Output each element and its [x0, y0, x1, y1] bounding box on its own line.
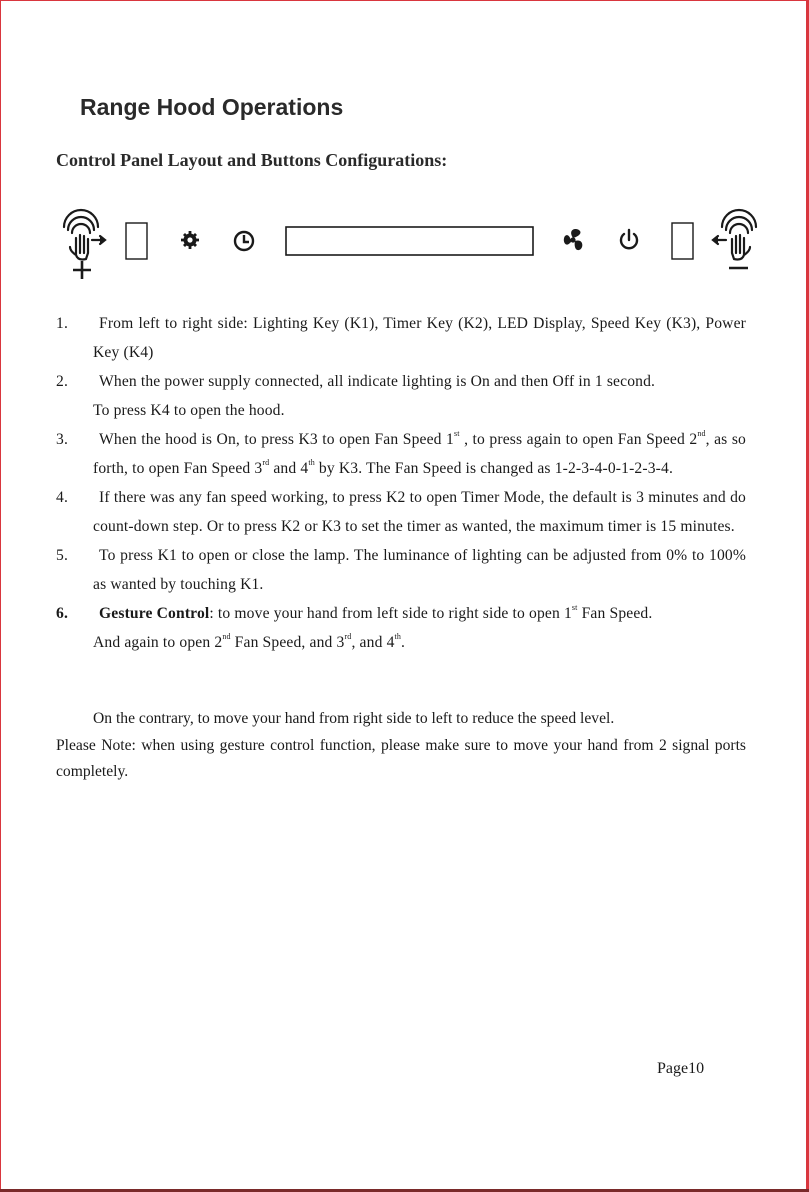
ordinal-suffix: th: [308, 458, 315, 467]
plus-icon: [73, 261, 91, 279]
timer-key[interactable]: [235, 232, 253, 250]
item-number: 2.: [56, 373, 68, 390]
ordinal-suffix: st: [571, 603, 578, 612]
ordinal-suffix: nd: [697, 429, 706, 438]
list-item: [56, 309, 746, 367]
item-text: When the hood is On, to press K3 to open Fan Speed 1: [99, 431, 454, 448]
left-signal-port: [126, 223, 147, 259]
page-title: Range Hood Operations: [80, 94, 344, 120]
please-note: Please Note: when using gesture control function, please make sure to move your hand from 2 signal ports completely.: [56, 737, 746, 780]
contrary-text: On the contrary, to move your hand from right side to left to reduce the speed level.: [93, 710, 615, 727]
item-text: .: [401, 634, 406, 651]
control-panel-diagram: [0, 205, 809, 285]
item-text: , as so forth, to open Fan Speed 3: [93, 431, 746, 477]
list-item: [56, 541, 746, 599]
ordinal-suffix: th: [394, 632, 402, 641]
item-text: Fan Speed.: [577, 605, 653, 622]
list-item: [56, 599, 746, 657]
instruction-list: [56, 309, 746, 657]
item-text: To press K1 to open or close the lamp. The luminance of lighting can be adjusted from 0% to 100% as wanted by touching K1.: [93, 547, 746, 593]
item-number: 4.: [56, 489, 68, 506]
item-text: : to move your hand from left side to right side to open 1: [209, 605, 572, 622]
item-text: , and 4: [351, 634, 395, 651]
item-number: 1.: [56, 315, 68, 332]
item-number: 5.: [56, 547, 68, 564]
item-text: When the power supply connected, all indicate lighting is On and then Off in 1 second.: [99, 373, 656, 390]
gesture-control-label: Gesture Control: [99, 605, 210, 622]
item-number: 6.: [56, 605, 68, 622]
list-item: [56, 483, 746, 541]
ordinal-suffix: rd: [344, 632, 352, 641]
item-text: If there was any fan speed working, to press K2 to open Timer Mode, the default is 3 minutes and do count-down step. Or to press K2 or K3 to set the timer as wanted, the maximum timer is 15 minutes.: [93, 489, 746, 535]
section-subtitle: Control Panel Layout and Buttons Configurations:: [56, 150, 448, 170]
page-number: Page10: [657, 1060, 705, 1077]
ordinal-suffix: st: [454, 429, 460, 438]
power-key-icon[interactable]: [621, 230, 637, 248]
item-text: , to press again to open Fan Speed 2: [459, 431, 698, 448]
list-item: [56, 425, 746, 483]
item-text: And again to open 2: [93, 634, 223, 651]
item-text: by K3. The Fan Speed is changed as 1-2-3-4-0-1-2-3-4.: [314, 460, 674, 477]
item-number: 3.: [56, 431, 68, 448]
item-text: To press K4 to open the hood.: [93, 402, 285, 419]
control-panel-svg: [0, 205, 809, 285]
speed-key-fan-icon[interactable]: [564, 229, 583, 250]
item-text: Fan Speed, and 3: [230, 634, 345, 651]
gesture-right-hand-icon: [64, 210, 105, 260]
item-text: From left to right side: Lighting Key (K1), Timer Key (K2), LED Display, Speed Key (K3), Power Key (K4): [93, 315, 746, 361]
item-text: and 4: [269, 460, 309, 477]
note-block: [56, 704, 746, 785]
right-signal-port: [672, 223, 693, 259]
gesture-left-hand-icon: [713, 210, 756, 260]
ordinal-suffix: nd: [222, 632, 231, 641]
lighting-key[interactable]: [181, 231, 199, 249]
list-item: [56, 367, 746, 425]
led-display: [286, 227, 533, 255]
ordinal-suffix: rd: [262, 458, 270, 467]
